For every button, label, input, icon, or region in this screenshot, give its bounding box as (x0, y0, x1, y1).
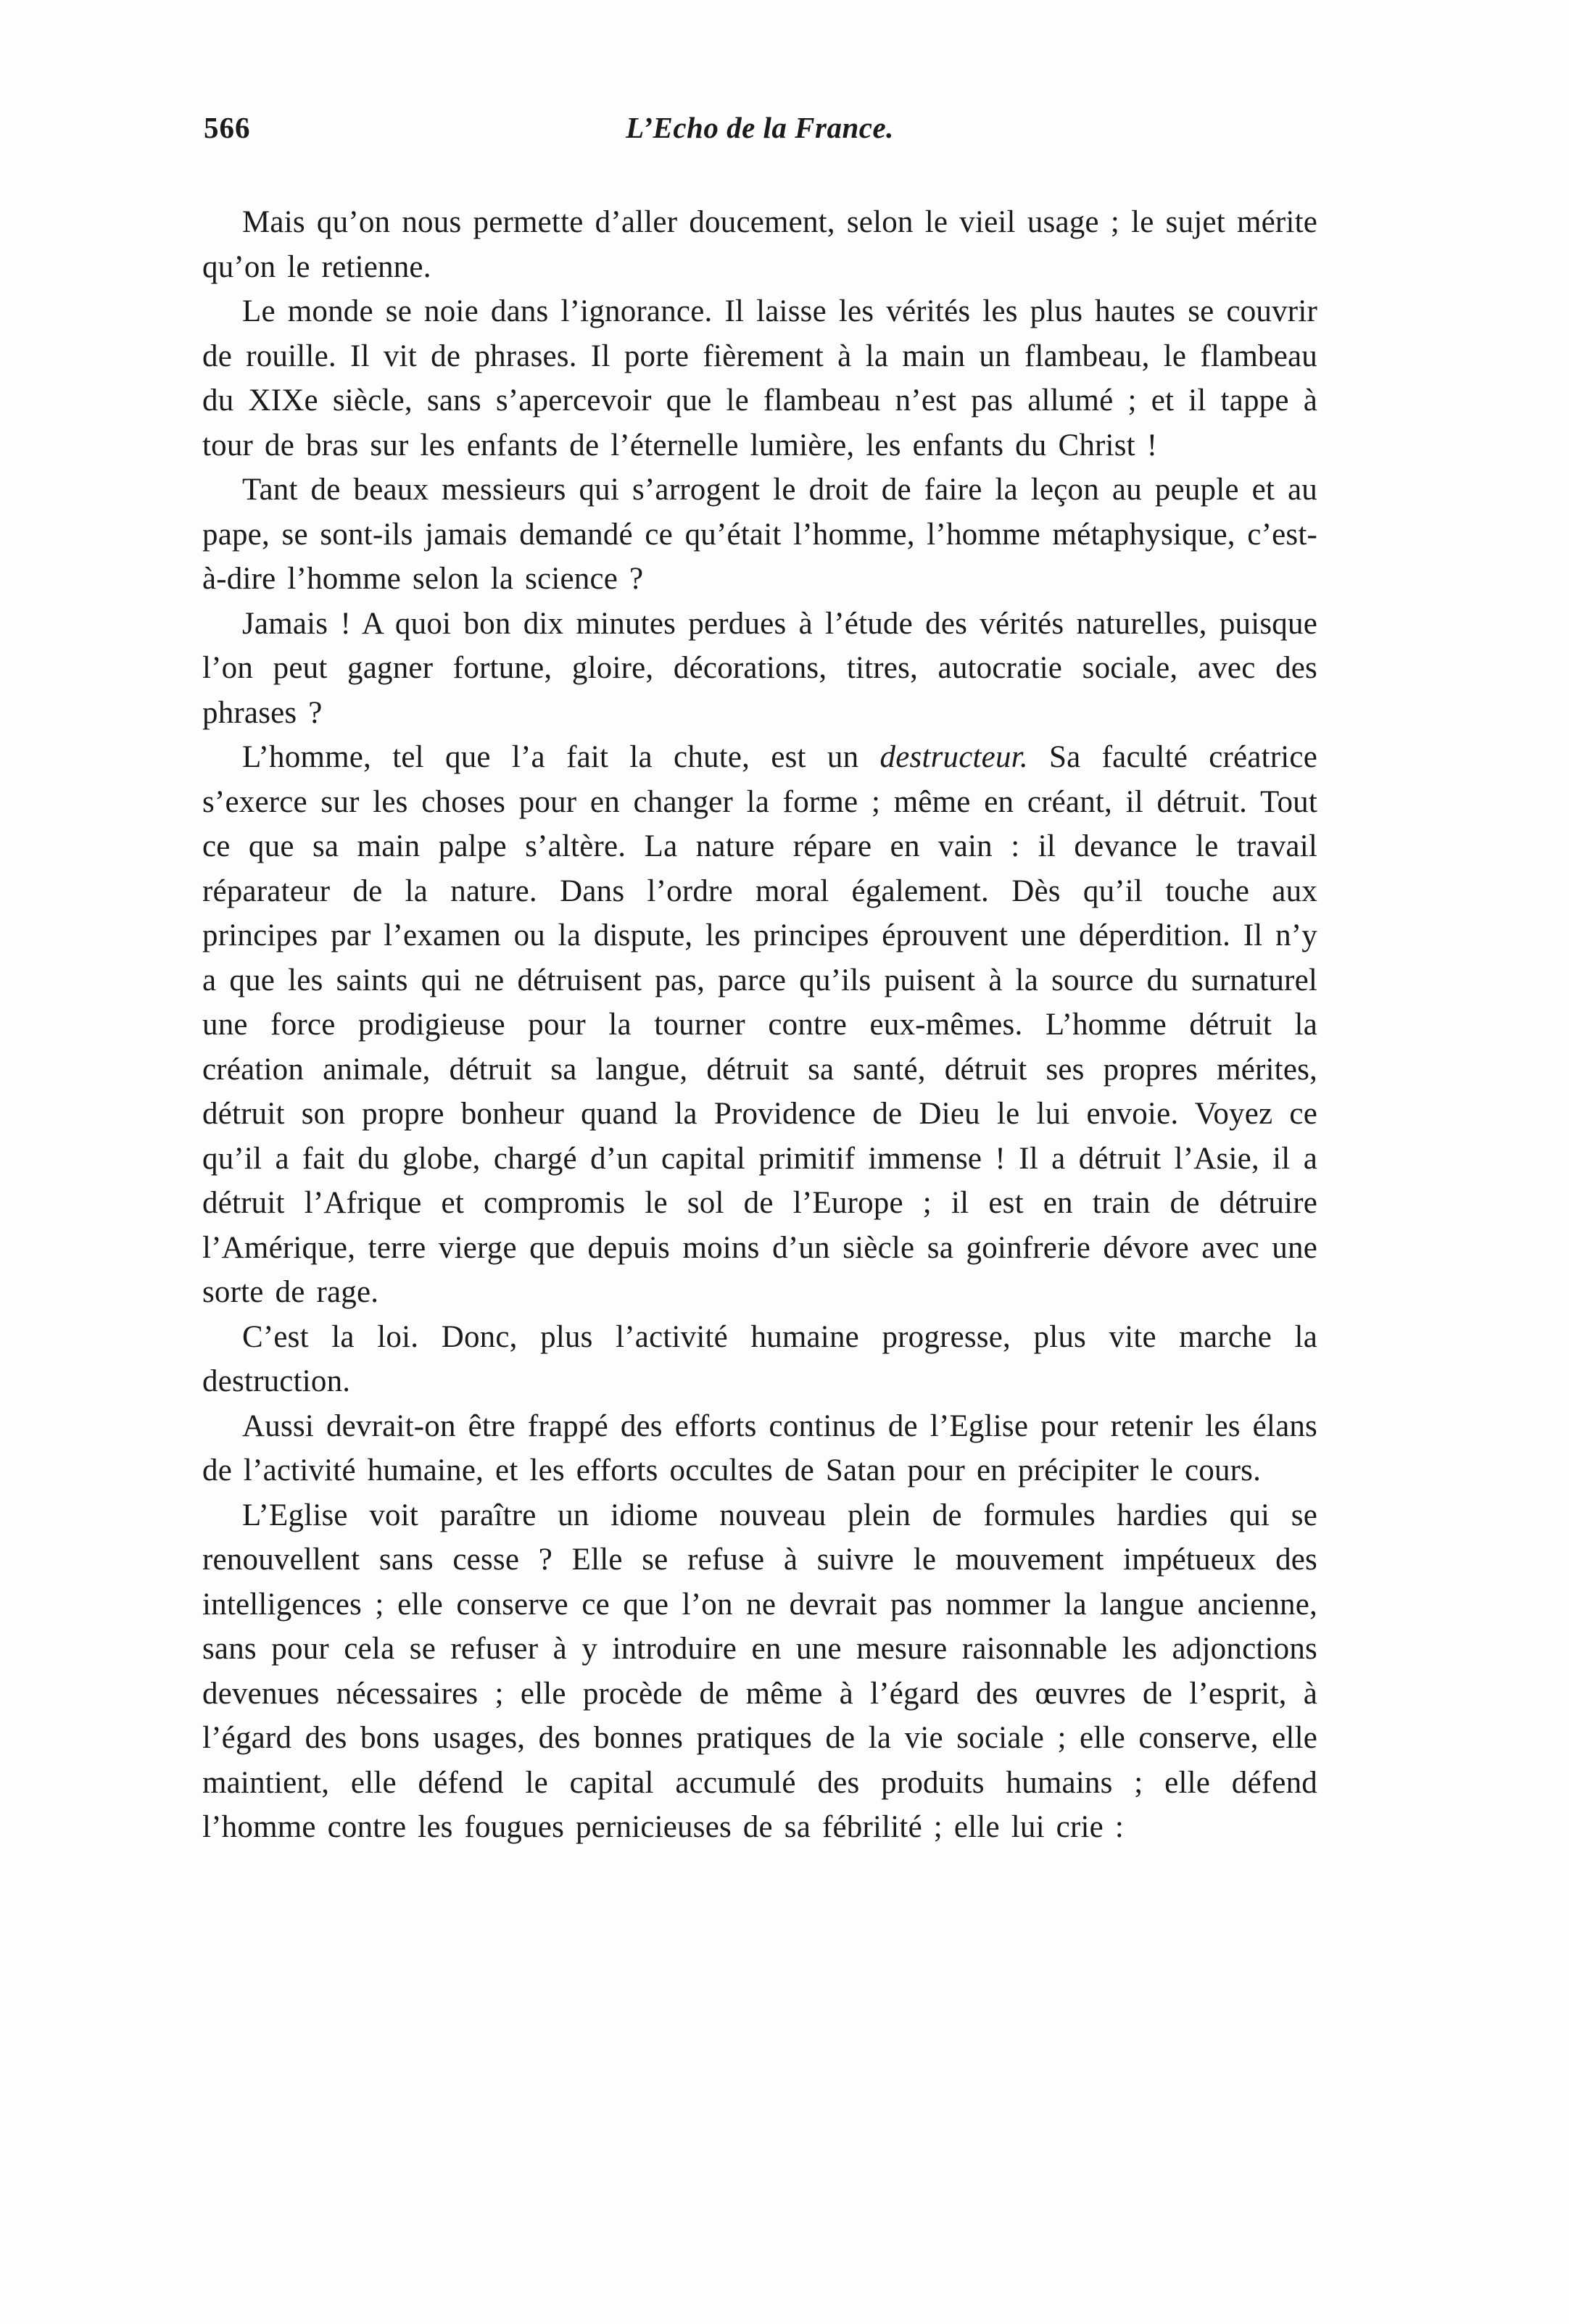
paragraph: Aussi devrait-on être frappé des efforts continus de l’Eglise pour retenir les élans de l’activité humaine, et les efforts occultes de Satan pour en précipiter le cours. (202, 1408, 1317, 1487)
page-number: 566 (204, 111, 251, 144)
paragraph-text: L’homme, tel que l’a fait la chute, est un (242, 740, 880, 774)
paragraph: Mais qu’on nous permette d’aller doucement, selon le vieil usage ; le sujet mérite qu’on le retienne. (202, 205, 1317, 284)
text-block (202, 110, 1317, 1850)
paragraph: L’Eglise voit paraître un idiome nouveau plein de formules hardies qui se renouvellent sans cesse ? Elle se refuse à suivre le mouvement impétueux des intelligences ; elle conserve ce que l’on ne devrait pas nommer la langue ancienne, sans pour cela se refuser à y introduire en une mesure raisonnable les adjonctions devenues nécessaires ; elle procède de même à l’égard des œuvres de l’esprit, à l’égard des bons usages, des bonnes pratiques de la vie sociale ; elle conserve, elle maintient, elle défend le capital accumulé des produits humains ; elle défend l’homme contre les fougues pernicieuses de sa fébrilité ; elle lui crie : (202, 1498, 1317, 1844)
running-head (202, 110, 1317, 152)
paragraph (202, 735, 1317, 1315)
paragraph: Jamais ! A quoi bon dix minutes perdues à l’étude des vérités naturelles, puisque l’on peut gagner fortune, gloire, décorations, titres, autocratie sociale, avec des phrases ? (202, 606, 1317, 730)
running-title: L’Echo de la France. (626, 111, 894, 144)
article-body (202, 200, 1317, 1850)
paragraph: C’est la loi. Donc, plus l’activité humaine progresse, plus vite marche la destruction. (202, 1319, 1317, 1398)
emphasized-word: destructeur. (879, 740, 1028, 774)
paragraph-text: Sa faculté créatrice s’exerce sur les choses pour en changer la forme ; même en créant, il détruit. Tout ce que sa main palpe s’altère. La nature répare en vain : il devance le travail réparateur de la nature. Dans l’ordre moral également. Dès qu’il touche aux principes par l’examen ou la dispute, les principes éprouvent une déperdition. Il n’y a que les saints qui ne détruisent pas, parce qu’ils puisent à la source du surnaturel une force prodigieuse pour la tourner contre eux-mêmes. L’homme détruit la création animale, détruit sa langue, détruit sa santé, détruit ses propres mérites, détruit son propre bonheur quand la Providence de Dieu le lui envoie. Voyez ce qu’il a fait du globe, chargé d’un capital primitif immense ! Il a détruit l’Asie, il a détruit l’Afrique et compromis le sol de l’Europe ; il est en train de détruire l’Amérique, terre vierge que depuis moins d’un siècle sa goinfrerie dévore avec une sorte de rage. (202, 740, 1317, 1309)
paragraph: Le monde se noie dans l’ignorance. Il laisse les vérités les plus hautes se couvrir de rouille. Il vit de phrases. Il porte fièrement à la main un flambeau, le flambeau du XIXe siècle, sans s’apercevoir que le flambeau n’est pas allumé ; et il tappe à tour de bras sur les enfants de l’éternelle lumière, les enfants du Christ ! (202, 294, 1317, 462)
paragraph: Tant de beaux messieurs qui s’arrogent le droit de faire la leçon au peuple et au pape, se sont-ils jamais demandé ce qu’était l’homme, l’homme métaphysique, c’est-à-dire l’homme selon la science ? (202, 473, 1317, 596)
